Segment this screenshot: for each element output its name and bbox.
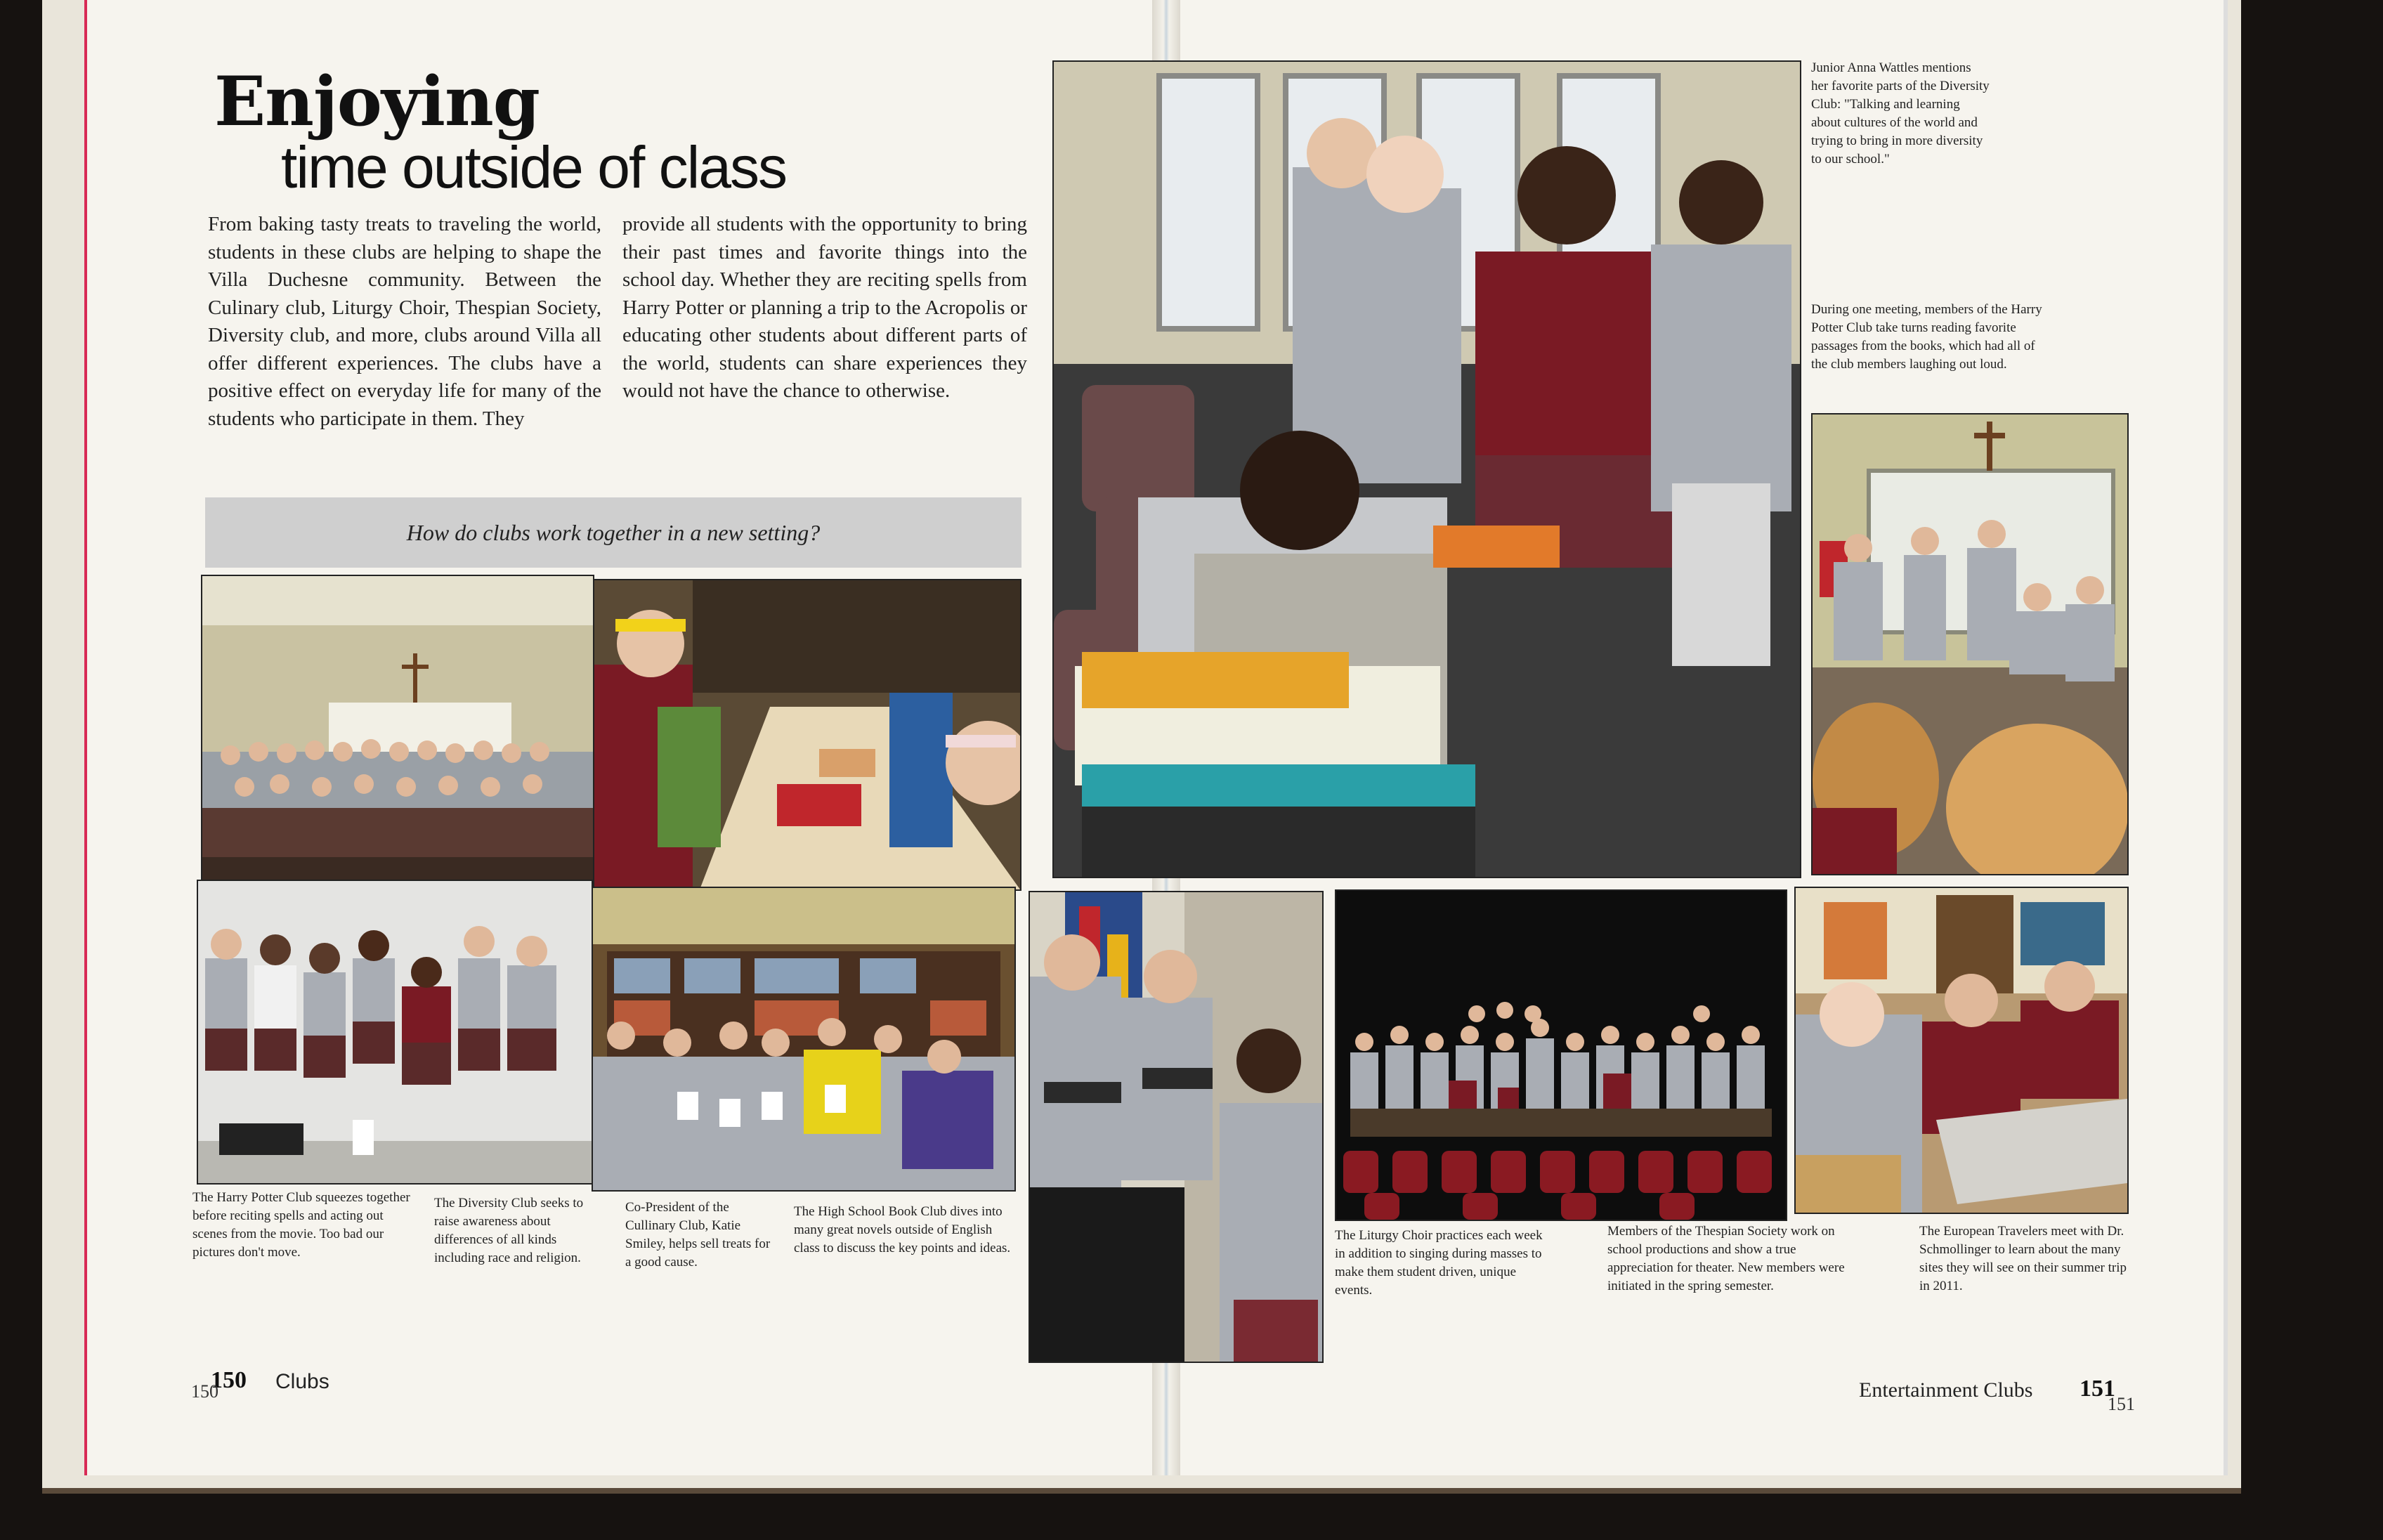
photo-book-club [592,887,1016,1192]
caption-liturgy-choir: The Liturgy Choir practices each week in addition to singing during masses to make them student driven, unique events. [1335,1228,1543,1298]
caption-diversity-club: The Diversity Club seeks to raise awareness about differences of all kinds including race and religion. [434,1196,584,1265]
section-label-clubs: Clubs [275,1370,329,1393]
caption-book-club: The High School Book Club dives into many great novels outside of English class to discuss the key points and ideas. [794,1204,1011,1255]
photo-european-travelers [1794,887,2129,1214]
page-number-left: 150 [211,1367,247,1393]
headline-enjoying: Enjoying [214,62,540,141]
photo-diversity-classroom [1052,60,1801,878]
section-label-entertainment-clubs: Entertainment Clubs [1859,1378,2033,1402]
page-number-right-small: 151 [2108,1394,2135,1414]
photo-culinary-club [593,579,1021,891]
photo-diversity-club [197,880,593,1185]
photo-harry-potter-meeting [1811,413,2129,875]
photo-harry-potter-group [201,575,594,881]
photo-liturgy-choir [1029,891,1324,1363]
caption-anna-wattles: Junior Anna Wattles mentions her favorite parts of the Diversity Club: "Talking and learning about cultures of the world and trying to bring in more diversity to our school." [1811,60,1990,167]
caption-culinary-club: Co-President of the Cullinary Club, Katie Smiley, helps sell treats for a good cause. [625,1200,771,1270]
page-number-right: 151 [2080,1376,2115,1402]
caption-thespian-society: Members of the Thespian Society work on school productions and show a true appreciation for theater. New members were initiated in the spring semester. [1607,1224,1845,1293]
question-banner: How do clubs work together in a new setting? [205,497,1021,568]
headline-subtitle: time outside of class [281,134,787,200]
caption-european-travelers: The European Travelers meet with Dr. Schmollinger to learn about the many sites they will see on their summer trip in 2011. [1919,1224,2127,1293]
intro-column-1: From baking tasty treats to traveling the world, students in these clubs are helping to shape the Villa Duchesne community. Between the Culinary club, Liturgy Choir, Thespian Society, Diversity club, and more, clubs around Villa all offer different experiences. The clubs have a positive effect on everyday life for many of the students who participate in them. They [208,213,601,430]
intro-column-2: provide all students with the opportunity to bring their past times and favorite things into the school day. Whether they are reciting spells from Harry Potter or planning a trip to the Acropolis or educating other students about different parts of the world, students can share experiences they would not have the chance to otherwise. [622,213,1027,402]
caption-harry-potter-club: The Harry Potter Club squeezes together before reciting spells and acting out scenes from the movie. Too bad our pictures don't move. [192,1190,410,1260]
caption-hp-meeting: During one meeting, members of the Harry Potter Club take turns reading favorite passages from the books, which had all of the club members laughing out loud. [1811,302,2042,372]
photo-thespian-society [1335,889,1787,1221]
page-number-left-small: 150 [191,1381,218,1402]
